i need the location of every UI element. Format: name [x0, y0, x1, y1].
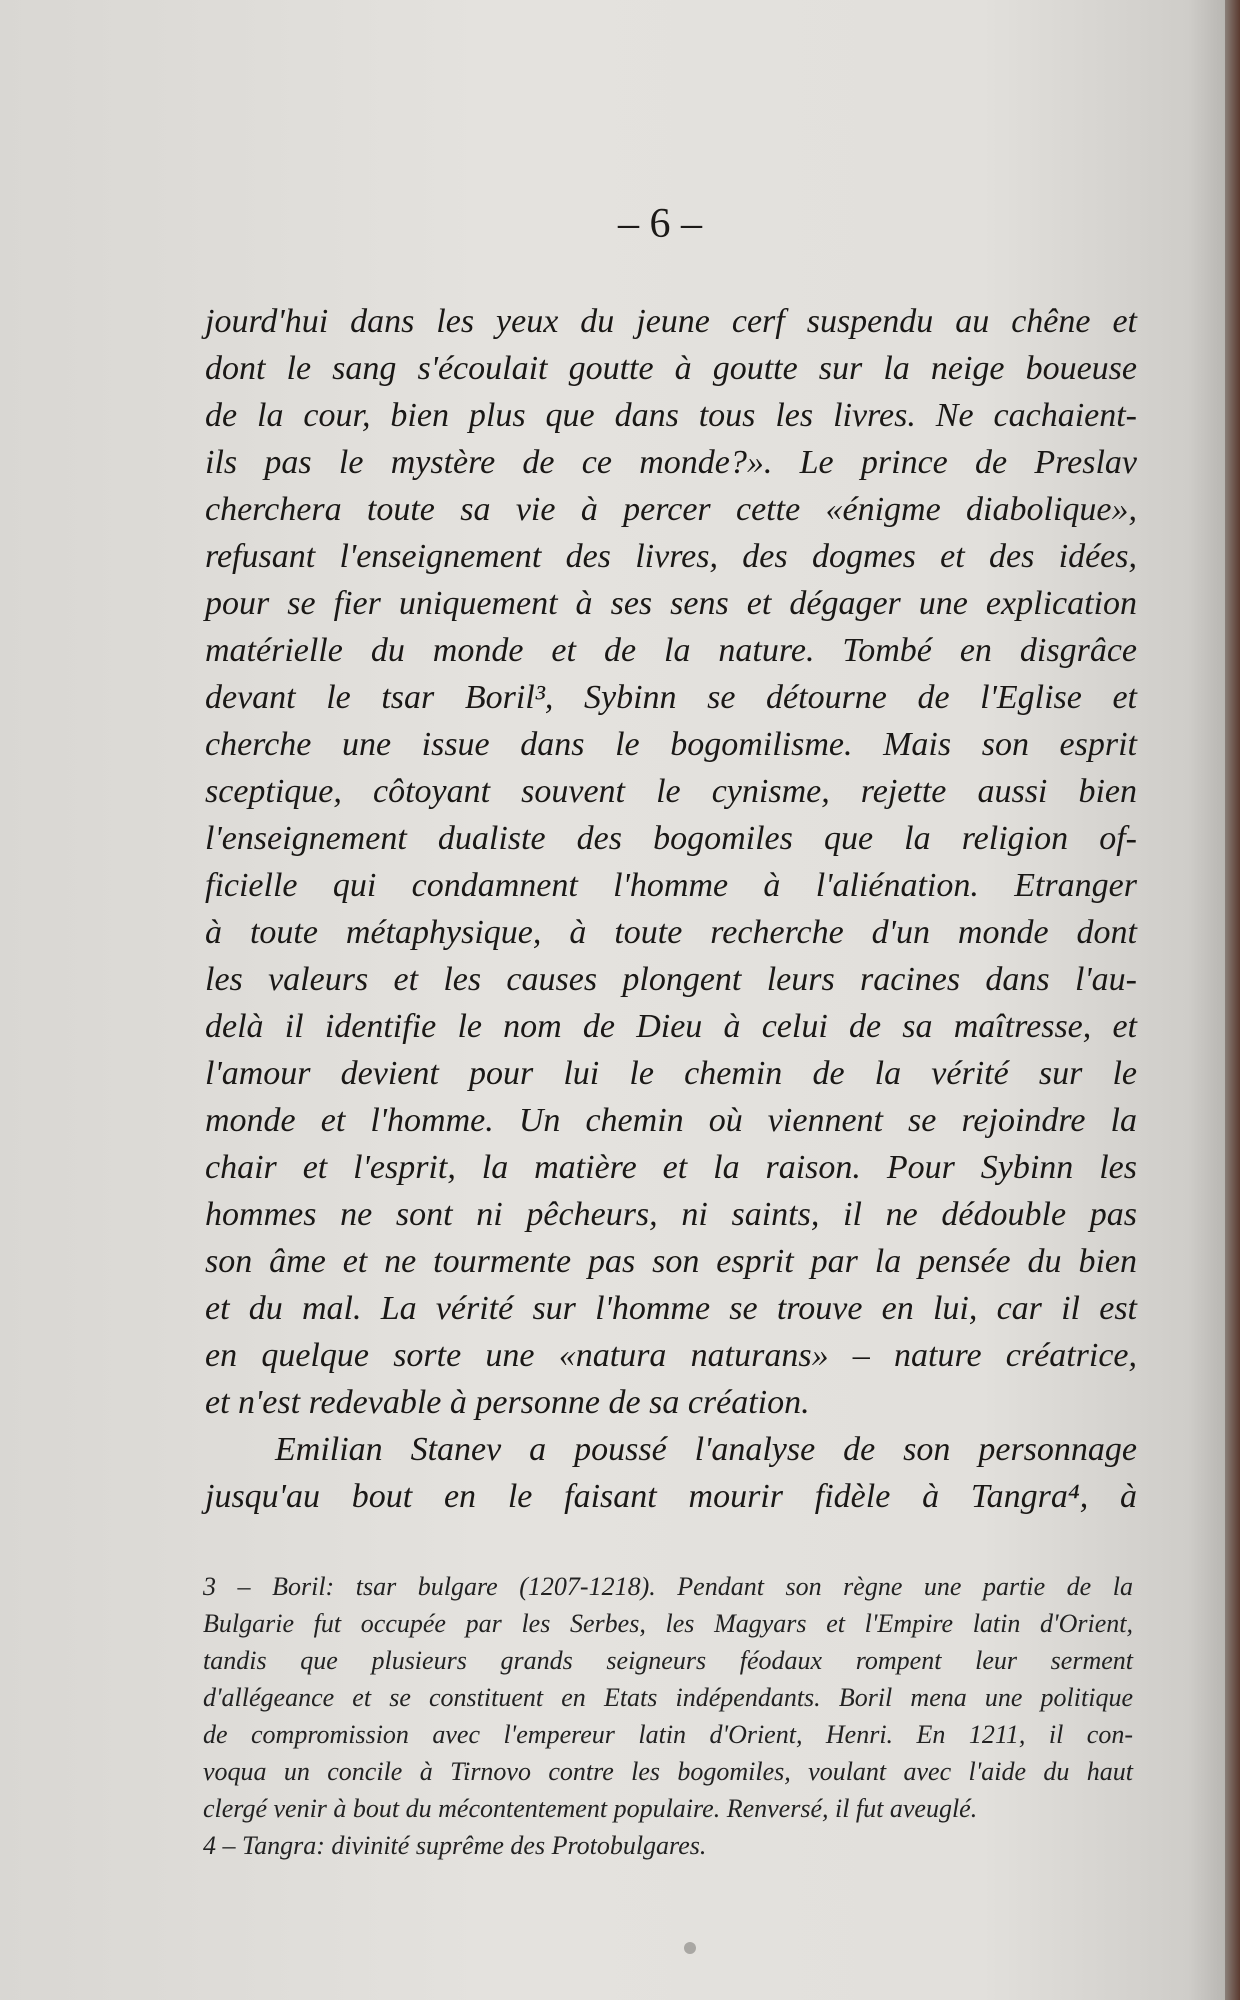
text-line: jourd'hui dans les yeux du jeune cerf suspendu au chêne et — [205, 303, 1137, 340]
text-line: hommes ne sont ni pêcheurs, ni saints, il ne dédouble pas — [205, 1196, 1137, 1233]
text-line: delà il identifie le nom de Dieu à celui de sa maîtresse, et — [205, 1008, 1137, 1045]
text-line: à toute métaphysique, à toute recherche d'un monde dont — [205, 914, 1137, 951]
text-line: l'enseignement dualiste des bogomiles que la religion of- — [205, 820, 1137, 857]
text-line: monde et l'homme. Un chemin où viennent se rejoindre la — [205, 1102, 1137, 1139]
page-number: – 6 – — [618, 201, 702, 247]
footnote-line: clergé venir à bout du mécontentement populaire. Renversé, il fut aveuglé. — [203, 1794, 978, 1823]
text-line: de la cour, bien plus que dans tous les livres. Ne cachaient- — [205, 397, 1137, 434]
text-line: ficielle qui condamnent l'homme à l'aliénation. Etranger — [205, 867, 1137, 904]
text-line: les valeurs et les causes plongent leurs racines dans l'au- — [205, 961, 1137, 998]
footnote-line: Bulgarie fut occupée par les Serbes, les Magyars et l'Empire latin d'Orient, — [203, 1609, 1133, 1638]
text-line: matérielle du monde et de la nature. Tombé en disgrâce — [205, 632, 1137, 669]
text-line: l'amour devient pour lui le chemin de la vérité sur le — [205, 1055, 1137, 1092]
footnote-line: d'allégeance et se constituent en Etats indépendants. Boril mena une politique — [203, 1683, 1133, 1712]
main-text — [205, 298, 1137, 1520]
text-line: et n'est redevable à personne de sa création. — [205, 1384, 810, 1421]
footnote-line: 3 – Boril: tsar bulgare (1207-1218). Pendant son règne une partie de la — [203, 1572, 1133, 1601]
text-line: jusqu'au bout en le faisant mourir fidèle à Tangra⁴, à — [205, 1478, 1137, 1515]
text-line: pour se fier uniquement à ses sens et dégager une explication — [205, 585, 1137, 622]
footnotes — [203, 1568, 1133, 1864]
text-line: son âme et ne tourmente pas son esprit par la pensée du bien — [205, 1243, 1137, 1280]
text-line: en quelque sorte une «natura naturans» – nature créatrice, — [205, 1337, 1137, 1374]
text-line: Emilian Stanev a poussé l'analyse de son personnage — [275, 1431, 1137, 1468]
paper-spot — [684, 1942, 696, 1954]
footnote-line: voqua un concile à Tirnovo contre les bogomiles, voulant avec l'aide du haut — [203, 1757, 1133, 1786]
text-line: ils pas le mystère de ce monde?». Le prince de Preslav — [205, 444, 1137, 481]
text-line: sceptique, côtoyant souvent le cynisme, rejette aussi bien — [205, 773, 1137, 810]
text-line: cherchera toute sa vie à percer cette «énigme diabolique», — [205, 491, 1137, 528]
text-line: et du mal. La vérité sur l'homme se trouve en lui, car il est — [205, 1290, 1137, 1327]
text-line: refusant l'enseignement des livres, des dogmes et des idées, — [205, 538, 1137, 575]
footnote-line: de compromission avec l'empereur latin d'Orient, Henri. En 1211, il con- — [203, 1720, 1133, 1749]
text-line: cherche une issue dans le bogomilisme. Mais son esprit — [205, 726, 1137, 763]
text-line: dont le sang s'écoulait goutte à goutte sur la neige boueuse — [205, 350, 1137, 387]
footnote-line: tandis que plusieurs grands seigneurs féodaux rompent leur serment — [203, 1646, 1133, 1675]
text-line: chair et l'esprit, la matière et la raison. Pour Sybinn les — [205, 1149, 1137, 1186]
footnote-line: 4 – Tangra: divinité suprême des Protobulgares. — [203, 1831, 707, 1860]
text-line: devant le tsar Boril³, Sybinn se détourne de l'Eglise et — [205, 679, 1137, 716]
book-edge — [1225, 0, 1240, 2000]
